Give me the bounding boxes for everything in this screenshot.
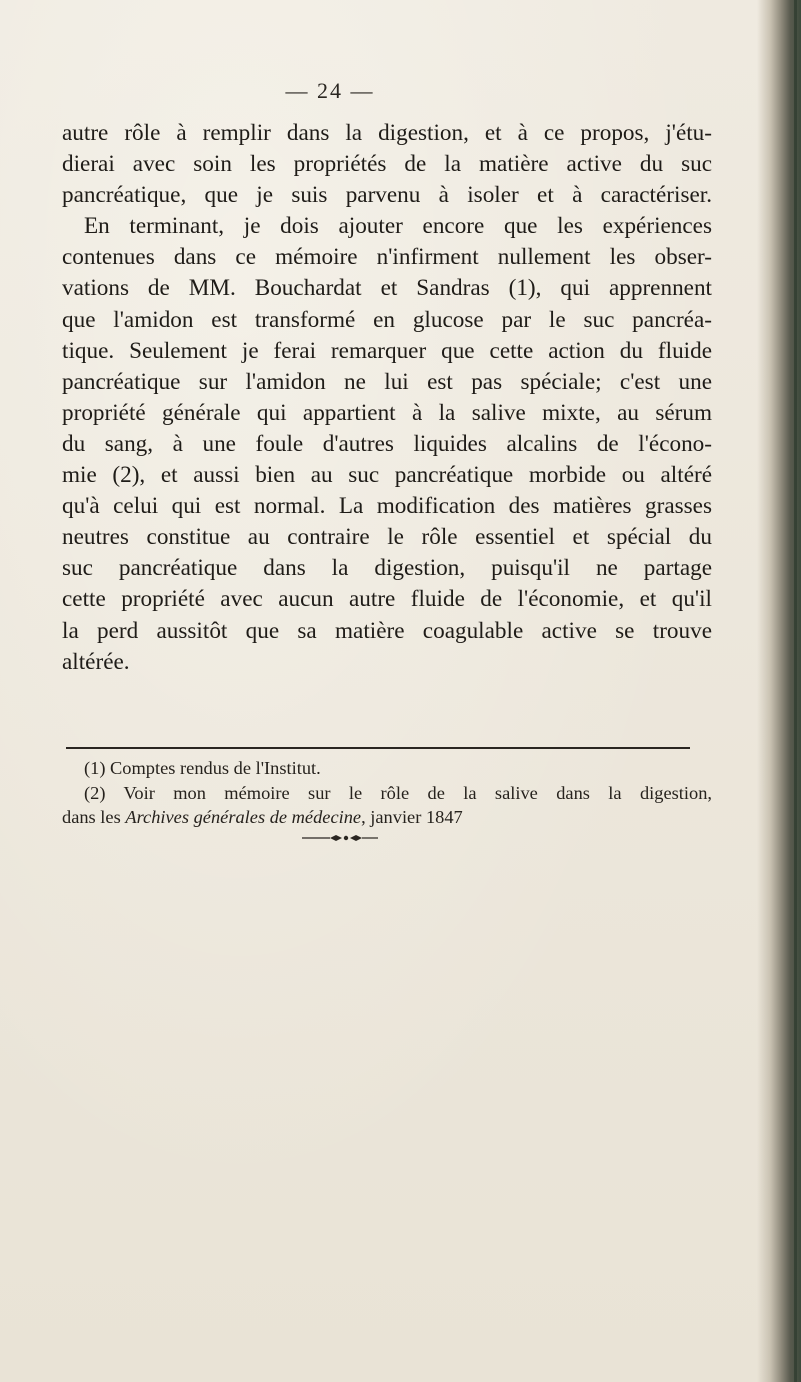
text-line: autre rôle à remplir dans la digestion, et à ce propos, j'étu- xyxy=(62,120,712,146)
text-line: altérée. xyxy=(62,648,130,675)
text-line: pancréatique sur l'amidon ne lui est pas spéciale; c'est une xyxy=(62,368,712,395)
text-line: suc pancréatique dans la digestion, puisqu'il ne partage xyxy=(62,555,712,582)
text-line: vations de MM. Bouchardat et Sandras (1), qui apprennent xyxy=(62,275,712,302)
binding-edge-line xyxy=(794,0,797,1382)
text-line: cette propriété avec aucun autre fluide de l'économie, et qu'il xyxy=(62,586,712,613)
text-line: que l'amidon est transformé en glucose par le suc pancréa- xyxy=(62,306,712,333)
text-line: pancréatique, que je suis parvenu à isoler et à caractériser. xyxy=(62,182,712,209)
page-number: — 24 — xyxy=(285,78,375,103)
journal-title: Archives générales de médecine xyxy=(125,807,362,827)
footnote-1: (1) Comptes rendus de l'Institut. xyxy=(84,758,321,778)
text-line: En terminant, je dois ajouter encore que les expériences xyxy=(84,213,712,240)
text-line: contenues dans ce mémoire n'infirment nullement les obser- xyxy=(62,244,712,271)
text-line: tique. Seulement je ferai remarquer que cette action du fluide xyxy=(62,337,712,364)
text-line: propriété générale qui appartient à la salive mixte, au sérum xyxy=(62,399,712,426)
footnotes xyxy=(62,756,712,830)
footnote-2-line-2 xyxy=(62,805,712,830)
text-line: qu'à celui qui est normal. La modification des matières grasses xyxy=(62,493,712,520)
end-ornament xyxy=(300,832,380,844)
body-text xyxy=(62,118,712,678)
footnote-divider xyxy=(66,747,690,749)
text-line: dierai avec soin les propriétés de la matière active du suc xyxy=(62,151,712,178)
footnote-2-date: , janvier 1847 xyxy=(361,807,463,827)
footnote-2-prefix: dans les xyxy=(62,807,126,827)
footnote-2-line-1: (2) Voir mon mémoire sur le rôle de la salive dans la digestion, xyxy=(84,782,712,803)
text-line: mie (2), et aussi bien au suc pancréatique morbide ou altéré xyxy=(62,462,712,489)
text-line: neutres constitue au contraire le rôle essentiel et spécial du xyxy=(62,524,712,551)
text-line: du sang, à une foule d'autres liquides alcalins de l'écono- xyxy=(62,430,712,457)
text-line: la perd aussitôt que sa matière coagulable active se trouve xyxy=(62,617,712,644)
